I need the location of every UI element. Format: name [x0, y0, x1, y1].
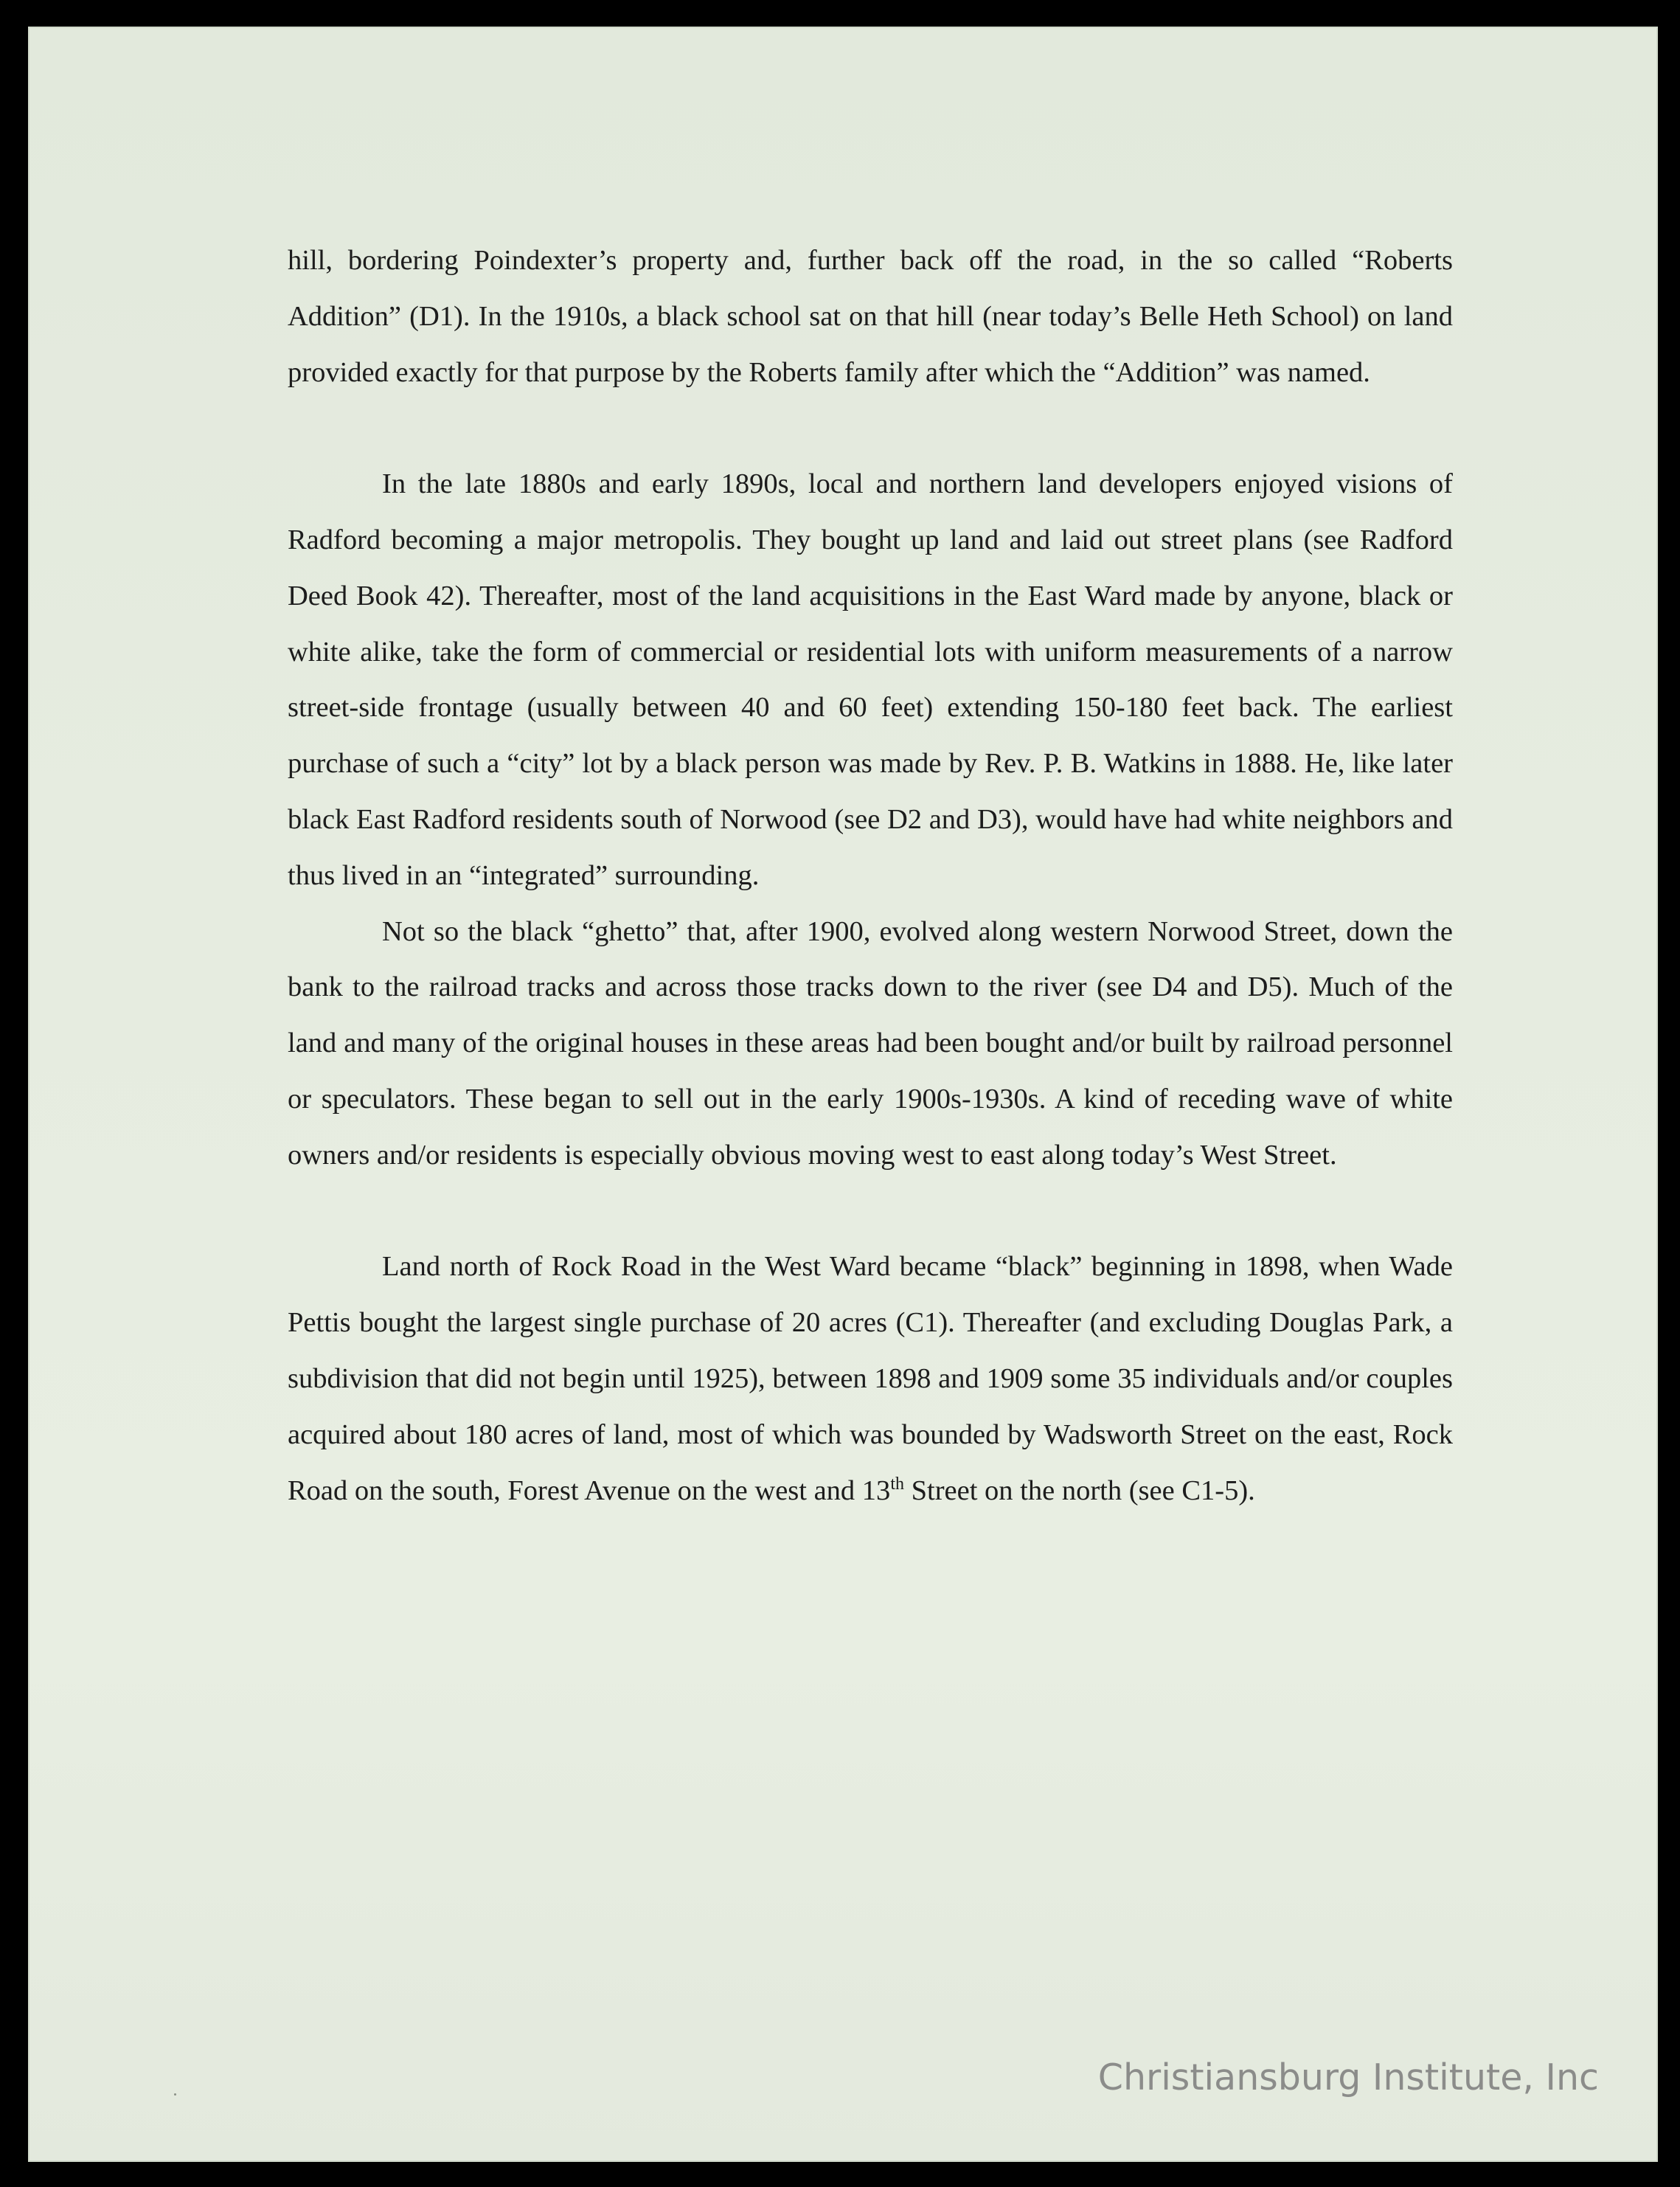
paragraph-3: Not so the black “ghetto” that, after 1900, evolved along western Norwood Street, down the bank to the railroad tracks and across those tracks down to the river (see D4 and D5). Much of the land and many of the original houses in these areas had been bought and/or built by railroad personnel or speculators. These began to sell out in the early 1900s-1930s. A kind of receding wave of white owners and/or residents is especially obvious moving west to east along today’s West Street. — [288, 915, 1453, 1171]
paragraph-4 — [288, 1239, 1453, 1519]
document-page — [28, 27, 1658, 2162]
paragraph-2: In the late 1880s and early 1890s, local and northern land developers enjoyed visions of Radford becoming a major metropolis. They bought up land and laid out street plans (see Radford Deed Book 42). Thereafter, most of the land acquisitions in the East Ward made by anyone, black or white alike, take the form of commercial or residential lots with uniform measurements of a narrow street-side frontage (usually between 40 and 60 feet) extending 150-180 feet back. The earliest purchase of such a “city” lot by a black person was made by Rev. P. B. Watkins in 1888. He, like later black East Radford residents south of Norwood (see D2 and D3), would have had white neighbors and thus lived in an “integrated” surrounding. — [288, 468, 1453, 891]
paragraph-1: hill, bordering Poindexter’s property and, further back off the road, in the so called “Roberts Addition” (D1). In the 1910s, a black school sat on that hill (near today’s Belle Heth School) on land provided exactly for that purpose by the Roberts family after which the “Addition” was named. — [288, 245, 1453, 388]
paragraph-4-text: Land north of Rock Road in the West Ward became “black” beginning in 1898, when Wade Pettis bought the largest single purchase of 20 acres (C1). Thereafter (and excluding Douglas Park, a subdivision that did not begin until 1925), between 1898 and 1909 some 35 individuals and/or couples acquired about 180 acres of land, most of which was bounded by Wadsworth Street on the east, Rock Road on the south, Forest Avenue on the west and 13 — [288, 1251, 1453, 1506]
watermark-text: Christiansburg Institute, Inc — [1097, 2056, 1599, 2098]
paper-speck — [174, 2093, 176, 2096]
document-body — [288, 233, 1453, 1519]
ordinal-superscript: th — [890, 1474, 904, 1494]
paragraph-4-tail: Street on the north (see C1-5). — [903, 1474, 1255, 1506]
